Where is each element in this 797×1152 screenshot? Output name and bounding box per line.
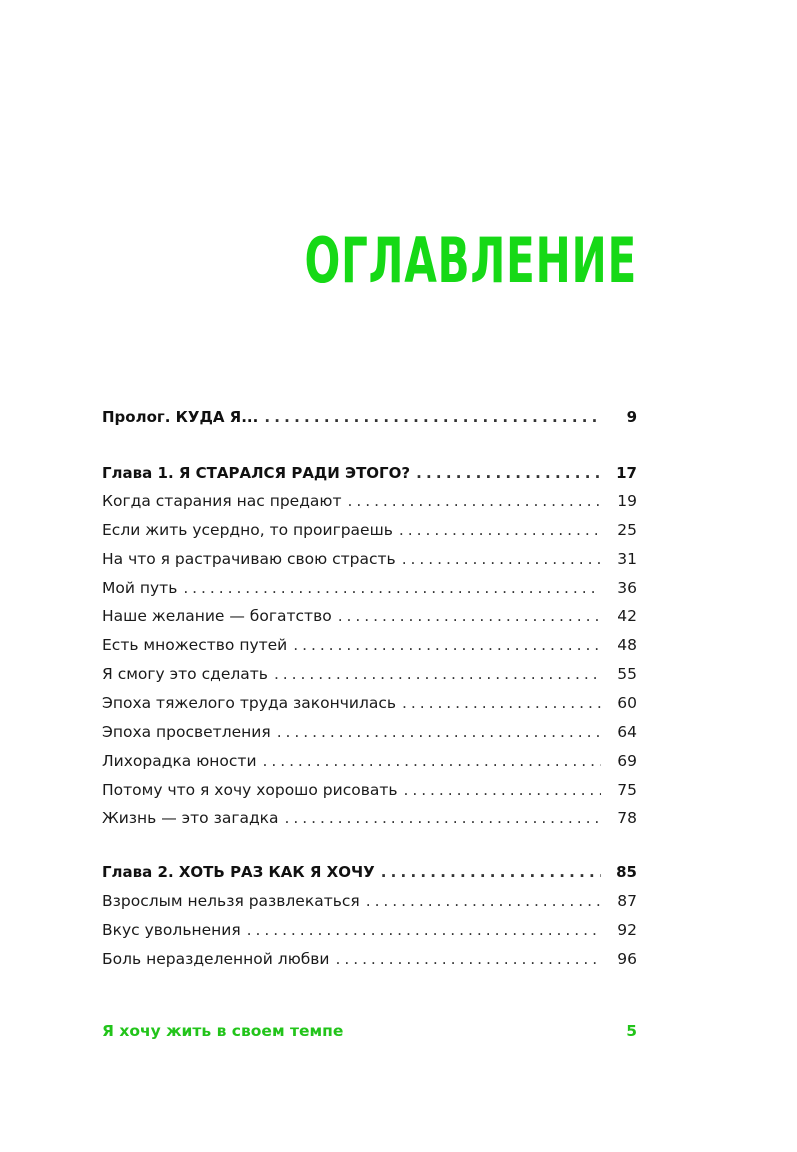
dot-leader — [293, 631, 601, 660]
dot-leader — [402, 689, 601, 718]
toc-page: 96 — [617, 950, 637, 968]
toc-page: 60 — [617, 694, 637, 712]
toc-chapter-2-heading[interactable] — [102, 858, 637, 887]
toc-label: Пролог. КУДА Я... — [102, 408, 259, 426]
dot-leader — [399, 516, 601, 545]
page-title: ОГЛАВЛЕНИЕ — [304, 224, 637, 297]
toc-entry[interactable] — [102, 776, 637, 805]
dot-leader — [263, 747, 601, 776]
toc-chapter-1-heading[interactable] — [102, 459, 637, 488]
toc-entry[interactable] — [102, 631, 637, 660]
toc-label: Я смогу это сделать — [102, 665, 268, 683]
toc-entry[interactable] — [102, 574, 637, 603]
dot-leader — [366, 887, 601, 916]
toc-label: Есть множество путей — [102, 636, 288, 654]
toc-entry[interactable] — [102, 916, 637, 945]
toc-label: Наше желание — богатство — [102, 607, 332, 625]
toc-prologue[interactable] — [102, 403, 637, 432]
toc-page: 64 — [617, 723, 637, 741]
toc-page: 17 — [616, 464, 637, 482]
toc-page: 19 — [617, 492, 637, 510]
toc-label: Мой путь — [102, 579, 178, 597]
toc-page: 25 — [617, 521, 637, 539]
footer-book-title: Я хочу жить в своем темпе — [102, 1022, 344, 1040]
toc-label: Потому что я хочу хорошо рисовать — [102, 781, 398, 799]
toc-page: 85 — [616, 863, 637, 881]
toc-entry[interactable] — [102, 747, 637, 776]
toc-page: 87 — [617, 892, 637, 910]
dot-leader — [183, 574, 601, 603]
toc-page: 48 — [617, 636, 637, 654]
toc-label: Взрослым нельзя развлекаться — [102, 892, 360, 910]
toc-entry[interactable] — [102, 602, 637, 631]
toc-page: 55 — [617, 665, 637, 683]
toc-page: 75 — [617, 781, 637, 799]
toc-label: Эпоха просветления — [102, 723, 271, 741]
dot-leader — [348, 487, 601, 516]
toc-entry[interactable] — [102, 487, 637, 516]
toc-label: Когда старания нас предают — [102, 492, 342, 510]
dot-leader — [247, 916, 601, 945]
toc-label: Глава 1. Я СТАРАЛСЯ РАДИ ЭТОГО? — [102, 464, 411, 482]
footer-page-number: 5 — [626, 1022, 637, 1040]
toc-page: 9 — [626, 408, 637, 426]
toc-label: Если жить усердно, то проиграешь — [102, 521, 393, 539]
toc-entry[interactable] — [102, 689, 637, 718]
toc-page: 92 — [617, 921, 637, 939]
toc-label: Боль неразделенной любви — [102, 950, 330, 968]
dot-leader — [264, 403, 601, 432]
toc-label: Вкус увольнения — [102, 921, 241, 939]
toc-label: Жизнь — это загадка — [102, 809, 279, 827]
dot-leader — [285, 804, 601, 833]
dot-leader — [404, 776, 602, 805]
toc-label: Глава 2. ХОТЬ РАЗ КАК Я ХОЧУ — [102, 863, 375, 881]
dot-leader — [402, 545, 601, 574]
toc-page: 36 — [617, 579, 637, 597]
dot-leader — [277, 718, 601, 747]
toc-entry[interactable] — [102, 804, 637, 833]
toc-entry[interactable] — [102, 516, 637, 545]
toc-page: 69 — [617, 752, 637, 770]
toc-entry[interactable] — [102, 887, 637, 916]
dot-leader — [416, 459, 601, 488]
page-footer — [102, 1022, 637, 1050]
toc-entry[interactable] — [102, 945, 637, 974]
dot-leader — [338, 602, 601, 631]
toc-label: Лихорадка юности — [102, 752, 257, 770]
toc-entry[interactable] — [102, 718, 637, 747]
toc-entry[interactable] — [102, 545, 637, 574]
toc-page: 42 — [617, 607, 637, 625]
dot-leader — [274, 660, 601, 689]
toc-page: 78 — [617, 809, 637, 827]
toc-page: 31 — [617, 550, 637, 568]
toc-label: Эпоха тяжелого труда закончилась — [102, 694, 397, 712]
dot-leader — [336, 945, 601, 974]
toc-label: На что я растрачиваю свою страсть — [102, 550, 396, 568]
dot-leader — [381, 858, 601, 887]
toc-entry[interactable] — [102, 660, 637, 689]
